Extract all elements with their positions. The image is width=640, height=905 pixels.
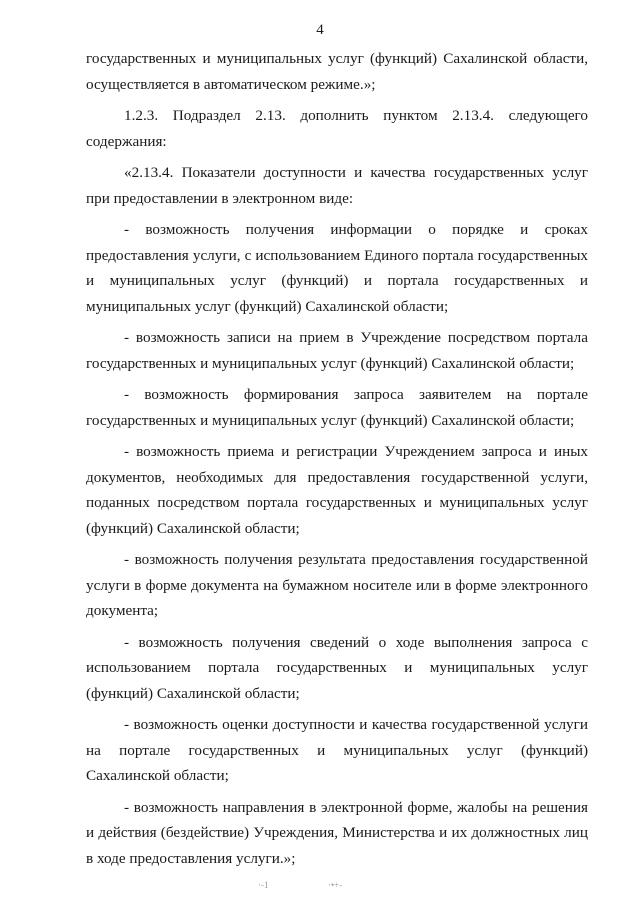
list-item: - возможность записи на прием в Учреждение посредством портала государственных и муниципальных услуг (функций) Сахалинской области; [86,329,588,372]
paragraph-item-2-13-4: «2.13.4. Показатели доступности и качества государственных услуг при предоставлении в электронном виде: [86,164,588,207]
page-number: 4 [316,22,324,38]
scan-artifact-mark: ·-1 [258,880,269,890]
list-item: - возможность формирования запроса заявителем на портале государственных и муниципальных услуг (функций) Сахалинской области; [86,386,588,429]
list-item: - возможность получения сведений о ходе выполнения запроса с использованием портала государственных и муниципальных услуг (функций) Сахалинской области; [86,633,588,702]
list-item: - возможность получения результата предоставления государственной услуги в форме документа на бумажном носителе или в форме электронного документа; [86,551,588,619]
list-item: - возможность оценки доступности и качества государственной услуги на портале государственных и муниципальных услуг (функций) Сахалинской области; [86,716,588,784]
paragraph-continuation: государственных и муниципальных услуг (функций) Сахалинской области, осуществляется в автоматическом режиме.»; [86,50,588,93]
scan-artifact-mark: ·•+- [328,880,343,890]
list-item: - возможность приема и регистрации Учреждением запроса и иных документов, необходимых для предоставления государственной услуги, поданных посредством портала государственных и муниципальных услуг (функций) Сахалинской области; [86,443,588,537]
document-body [86,46,588,877]
list-item: - возможность получения информации о порядке и сроках предоставления услуги, с использованием Единого портала государственных и муниципальных услуг (функций) и портала государственных и муниципальных услуг (функций) Сахалинской области; [86,221,588,315]
paragraph-subsection-1-2-3: 1.2.3. Подраздел 2.13. дополнить пунктом 2.13.4. следующего содержания: [86,107,588,150]
list-item: - возможность направления в электронной форме, жалобы на решения и действия (бездействие) Учреждения, Министерства и их должностных лиц в ходе предоставления услуги.»; [86,798,588,867]
